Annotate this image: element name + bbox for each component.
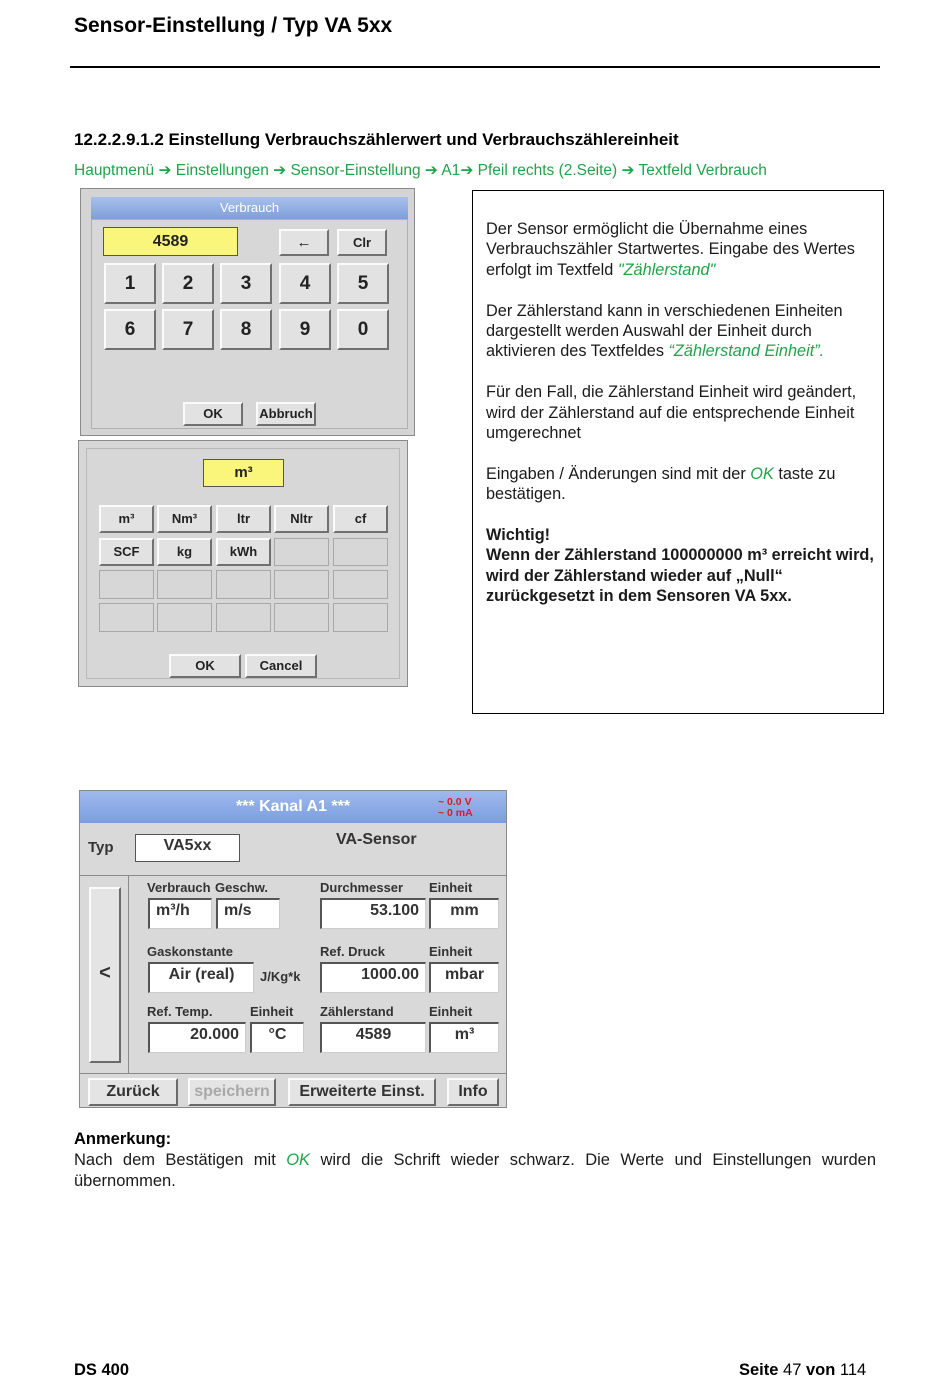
breadcrumb-item: Textfeld Verbrauch [638, 162, 767, 179]
info-paragraph [486, 301, 876, 362]
page-header-title: Sensor-Einstellung / Typ VA 5xx [74, 14, 393, 37]
key-7-button[interactable]: 7 [162, 309, 214, 350]
refdruck-label: Ref. Druck [320, 944, 386, 959]
unit-ok-button[interactable]: OK [169, 654, 241, 678]
current-page: 47 [783, 1361, 802, 1379]
zaehlerstand-label: Zählerstand [320, 1004, 394, 1019]
gas-unit-label: J/Kg*k [260, 969, 301, 984]
empty-unit-slot [333, 603, 388, 632]
unit-ltr-button[interactable]: ltr [216, 505, 271, 533]
reftemp-field[interactable]: 20.000 [148, 1022, 246, 1053]
unit-m3-button[interactable]: m³ [99, 505, 154, 533]
unit-cf-button[interactable]: cf [333, 505, 388, 533]
arrow-icon: ➔ [460, 162, 474, 179]
breadcrumb [74, 161, 767, 180]
empty-unit-slot [157, 603, 212, 632]
verbrauch-unit-field[interactable]: m³/h [148, 898, 212, 929]
gaskonstante-field[interactable]: Air (real) [148, 962, 254, 993]
empty-unit-slot [99, 603, 154, 632]
durchmesser-field[interactable]: 53.100 [320, 898, 426, 929]
kanal-screen [79, 790, 507, 1108]
empty-unit-slot [333, 570, 388, 599]
key-6-button[interactable]: 6 [104, 309, 156, 350]
durchmesser-label: Durchmesser [320, 880, 404, 895]
zaehlerstand-field[interactable]: 4589 [320, 1022, 426, 1053]
divider [80, 875, 506, 876]
key-1-button[interactable]: 1 [104, 263, 156, 304]
key-5-button[interactable]: 5 [337, 263, 389, 304]
arrow-icon: ➔ [158, 162, 172, 179]
footer-label: von [805, 1361, 836, 1379]
unit-scf-button[interactable]: SCF [99, 538, 154, 566]
empty-unit-slot [216, 603, 271, 632]
typ-field[interactable]: VA5xx [135, 834, 240, 862]
info-text-span: Der Zählerstand kann in verschiedenen Einheiten dargestellt werden Auswahl der Einheit durch aktivieren des Textfeldes [486, 301, 843, 361]
ok-reference-text: OK [750, 464, 774, 483]
empty-unit-slot [274, 603, 329, 632]
breadcrumb-item: A1 [441, 162, 461, 179]
info-text-span: Eingaben / Änderungen sind mit der [486, 464, 751, 483]
arrow-icon: ➔ [621, 162, 635, 179]
note-text-span: wird die Schrift wieder schwarz. Die Werte und Einstellungen wurden übernommen. [74, 1151, 877, 1190]
info-text [486, 219, 876, 607]
empty-unit-slot [157, 570, 212, 599]
empty-unit-slot [216, 570, 271, 599]
breadcrumb-item: Sensor-Einstellung [290, 162, 421, 179]
header-divider [70, 66, 880, 68]
arrow-icon: ➔ [273, 162, 287, 179]
total-pages: 114 [839, 1361, 867, 1379]
info-paragraph [486, 219, 876, 280]
keypad-dialog [80, 188, 415, 436]
zurueck-button[interactable]: Zurück [88, 1078, 178, 1106]
unit-dialog [78, 440, 408, 687]
key-4-button[interactable]: 4 [279, 263, 331, 304]
signal-current: ~ 0 mA [438, 807, 473, 819]
divider [128, 875, 129, 1073]
kanal-title: *** Kanal A1 *** [235, 798, 351, 815]
warning-text: Wenn der Zählerstand 100000000 m³ erreicht wird, wird der Zählerstand wieder auf „Null“ zurückgesetzt in dem Sensoren VA 5xx. [486, 546, 874, 606]
info-box [472, 190, 884, 714]
divider [80, 1073, 506, 1074]
sensor-name: VA-Sensor [336, 831, 417, 848]
empty-unit-slot [333, 538, 388, 566]
verbrauch-label: Verbrauch [147, 880, 211, 895]
refdruck-field[interactable]: 1000.00 [320, 962, 426, 993]
back-arrow-button[interactable]: < [89, 887, 121, 1063]
unit-cancel-button[interactable]: Cancel [245, 654, 317, 678]
geschw-unit-field[interactable]: m/s [216, 898, 280, 929]
footer-label: Seite [739, 1361, 779, 1379]
unit-nm3-button[interactable]: Nm³ [157, 505, 212, 533]
info-paragraph: Für den Fall, die Zählerstand Einheit wird geändert, wird der Zählerstand auf die entsprechende Einheit umgerechnet [486, 383, 857, 443]
signal-voltage: ~ 0.0 V [438, 796, 472, 808]
note-text [74, 1150, 876, 1191]
unit-kg-button[interactable]: kg [157, 538, 212, 566]
gaskonstante-label: Gaskonstante [147, 944, 233, 959]
field-reference-text: "Zählerstand" [617, 260, 716, 279]
typ-label: Typ [88, 839, 114, 856]
empty-unit-slot [274, 538, 329, 566]
einheit-label: Einheit [429, 880, 473, 895]
breadcrumb-item: Einstellungen [175, 162, 269, 179]
backspace-button[interactable]: ← [279, 229, 329, 256]
keypad-dialog-title: Verbrauch [91, 197, 408, 219]
section-title: 12.2.2.9.1.2 Einstellung Verbrauchszählerwert und Verbrauchszählereinheit [74, 130, 679, 149]
empty-unit-slot [274, 570, 329, 599]
einheit-label: Einheit [429, 1004, 473, 1019]
key-9-button[interactable]: 9 [279, 309, 331, 350]
speichern-button[interactable]: speichern [188, 1078, 276, 1106]
key-2-button[interactable]: 2 [162, 263, 214, 304]
info-text-span: taste zu bestätigen. [486, 464, 836, 504]
clear-button[interactable]: Clr [337, 229, 387, 256]
warning-title: Wichtig! [486, 526, 551, 545]
reftemp-label: Ref. Temp. [147, 1004, 213, 1019]
empty-unit-slot [99, 570, 154, 599]
cancel-button[interactable]: Abbruch [256, 402, 316, 426]
durchmesser-unit-field[interactable]: mm [429, 898, 499, 929]
erweiterte-einst-button[interactable]: Erweiterte Einst. [288, 1078, 436, 1106]
breadcrumb-item: Hauptmenü [74, 162, 155, 179]
key-3-button[interactable]: 3 [220, 263, 272, 304]
breadcrumb-item: Pfeil rechts (2.Seite) [477, 162, 618, 179]
keypad-display[interactable]: 4589 [103, 227, 238, 256]
ok-reference-text: OK [286, 1151, 311, 1169]
note-title: Anmerkung: [74, 1130, 172, 1148]
unit-nltr-button[interactable]: Nltr [274, 505, 329, 533]
ok-button[interactable]: OK [183, 402, 243, 426]
field-reference-text: “Zählerstand Einheit”. [668, 342, 825, 361]
reftemp-unit-field[interactable]: °C [250, 1022, 304, 1053]
info-paragraph [486, 464, 876, 505]
einheit-label: Einheit [250, 1004, 294, 1019]
geschw-label: Geschw. [215, 880, 268, 895]
footer-page-number [739, 1361, 866, 1380]
info-text-span: Der Sensor ermöglicht die Übernahme eines Verbrauchszähler Startwertes. Eingabe des Wertes erfolgt im Textfeld [486, 220, 855, 279]
einheit-label: Einheit [429, 944, 473, 959]
selected-unit-display: m³ [203, 459, 284, 487]
key-8-button[interactable]: 8 [220, 309, 272, 350]
footer-document-id: DS 400 [74, 1361, 130, 1379]
refdruck-unit-field[interactable]: mbar [429, 962, 499, 993]
zaehlerstand-unit-field[interactable]: m³ [429, 1022, 499, 1053]
arrow-icon: ➔ [424, 162, 438, 179]
info-button[interactable]: Info [447, 1078, 499, 1106]
note-text-span: Nach dem Bestätigen mit [74, 1151, 287, 1169]
key-0-button[interactable]: 0 [337, 309, 389, 350]
unit-kwh-button[interactable]: kWh [216, 538, 271, 566]
